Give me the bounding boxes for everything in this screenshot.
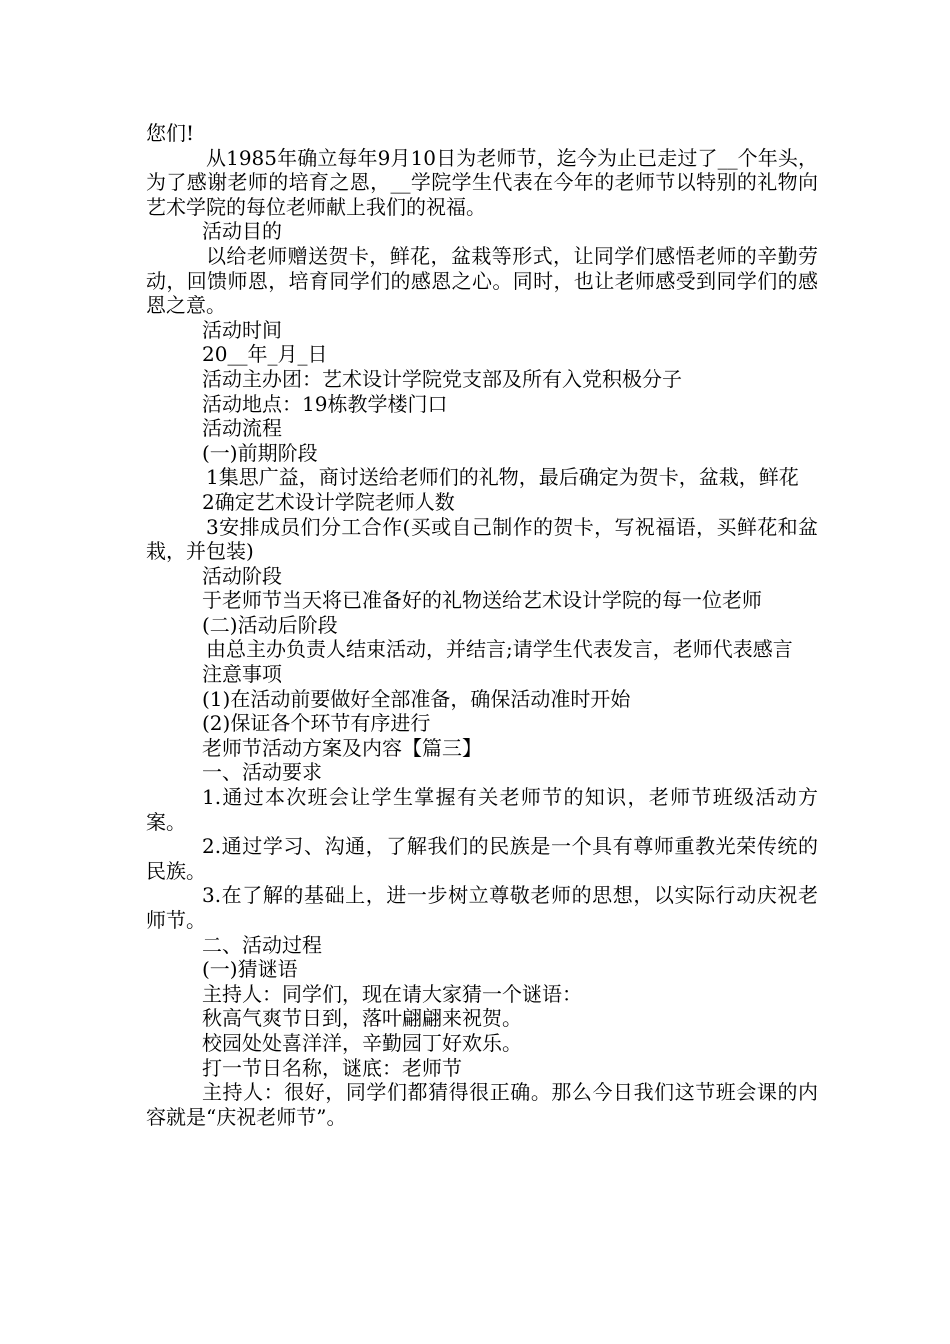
paragraph: 于老师节当天将已准备好的礼物送给艺术设计学院的每一位老师 (202, 588, 762, 613)
paragraph: 秋高气爽节日到，落叶翩翩来祝贺。 (202, 1006, 522, 1031)
document-body (146, 121, 818, 1129)
paragraph: 打一节日名称，谜底：老师节 (202, 1055, 462, 1080)
paragraph: 从1985年确立每年9月10日为老师节，迄今为止已走过了__个年头，为了感谢老师的培育之恩，__学院学生代表在今年的老师节以特别的礼物向艺术学院的每位老师献上我们的祝福。 (146, 145, 818, 219)
paragraph: 以给老师赠送贺卡，鲜花，盆栽等形式，让同学们感悟老师的辛勤劳动，回馈师恩，培育同学们的感恩之心。同时，也让老师感受到同学们的感恩之意。 (146, 243, 818, 318)
section-heading: 二、活动过程 (202, 932, 322, 957)
paragraph: 20__年_月_日 (202, 342, 328, 367)
paragraph: 您们! (146, 121, 195, 145)
paragraph: (2)保证各个环节有序进行 (202, 711, 431, 736)
paragraph: 主持人：很好，同学们都猜得很正确。那么今日我们这节班会课的内容就是“庆祝老师节”。 (146, 1080, 818, 1129)
section-heading: 注意事项 (202, 662, 282, 687)
paragraph: 1集思广益，商讨送给老师们的礼物，最后确定为贺卡，盆栽，鲜花 (206, 465, 799, 490)
section-heading: 活动流程 (202, 416, 282, 441)
section-heading: (二)活动后阶段 (202, 612, 338, 637)
paragraph: 2确定艺术设计学院老师人数 (202, 489, 455, 514)
section-heading: (一)前期阶段 (202, 440, 318, 465)
paragraph: 3安排成员们分工合作(买或自己制作的贺卡，写祝福语，买鲜花和盆栽，并包装) (146, 514, 818, 564)
section-heading: 活动时间 (202, 317, 282, 342)
section-title: 老师节活动方案及内容【篇三】 (202, 735, 482, 760)
section-heading: 一、活动要求 (202, 760, 322, 785)
paragraph: 1.通过本次班会让学生掌握有关老师节的知识，老师节班级活动方案。 (146, 785, 818, 834)
section-heading: 活动目的 (202, 219, 282, 244)
paragraph: (1)在活动前要做好全部准备，确保活动准时开始 (202, 686, 631, 711)
section-heading: 活动阶段 (202, 563, 282, 588)
paragraph: 由总主办负责人结束活动，并结言;请学生代表发言，老师代表感言 (206, 637, 793, 662)
paragraph: 活动地点：19栋教学楼门口 (202, 391, 448, 416)
section-heading: (一)猜谜语 (202, 957, 298, 982)
paragraph: 主持人：同学们，现在请大家猜一个谜语： (202, 981, 582, 1006)
paragraph: 2.通过学习、沟通，了解我们的民族是一个具有尊师重教光荣传统的民族。 (146, 834, 818, 883)
paragraph: 3.在了解的基础上，进一步树立尊敬老师的思想，以实际行动庆祝老师节。 (146, 883, 818, 932)
paragraph: 活动主办团：艺术设计学院党支部及所有入党积极分子 (202, 366, 682, 391)
paragraph: 校园处处喜洋洋，辛勤园丁好欢乐。 (202, 1030, 522, 1055)
